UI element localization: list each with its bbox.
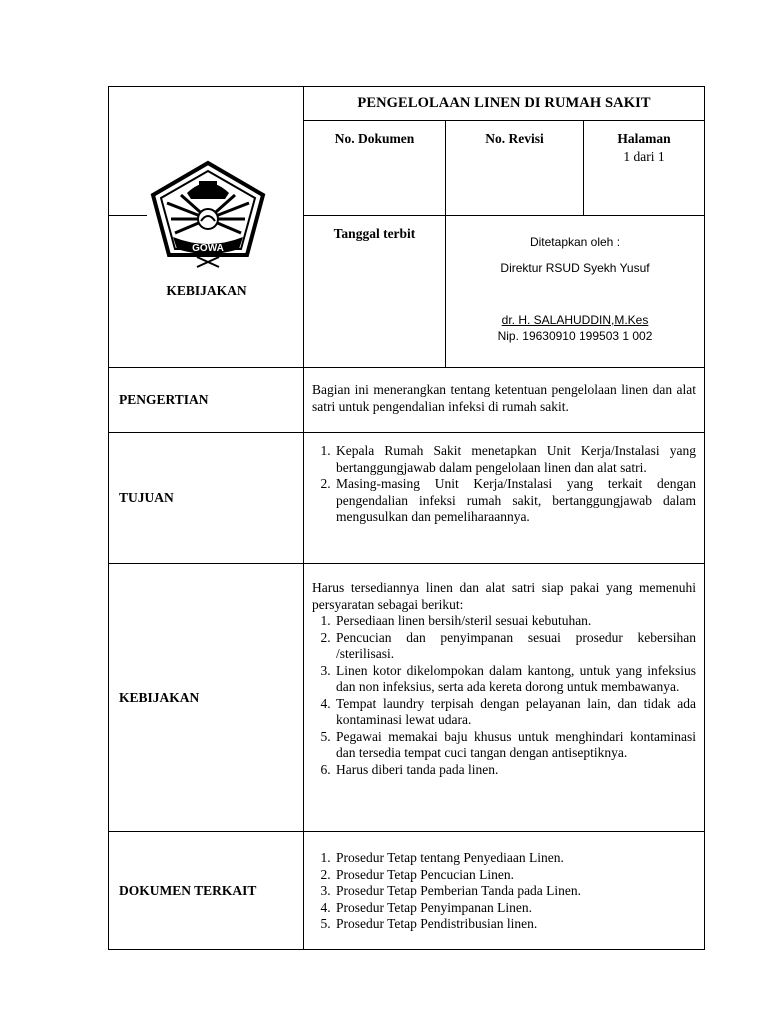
list-item: 6. Harus diberi tanda pada linen.: [334, 762, 696, 779]
no-dokumen-label: No. Dokumen: [304, 121, 446, 216]
sop-document: [108, 86, 705, 949]
list-item: 2. Pencucian dan penyimpanan sesuai prosedur kebersihan /sterilisasi.: [334, 630, 696, 663]
tujuan-body: [304, 433, 705, 564]
approval-block: [446, 216, 705, 368]
list-item: 2. Masing-masing Unit Kerja/Instalasi yang terkait dengan pengendalian infeksi rumah sakit, bertanggungjawab dalam mengusulkan dan pemeliharaannya.: [334, 476, 696, 526]
signatory-name: dr. H. SALAHUDDIN,M.Kes: [501, 313, 649, 327]
list-item: 5. Pegawai memakai baju khusus untuk menghindari kontaminasi dan tersedia tempat cuci tangan dengan antiseptiknya.: [334, 729, 696, 762]
kebijakan-list: [312, 613, 696, 778]
list-item: 5. Prosedur Tetap Pendistribusian linen.: [334, 916, 696, 933]
list-item: 4. Tempat laundry terpisah dengan pelayanan lain, dan tidak ada kontaminasi lewat udara.: [334, 696, 696, 729]
list-item: 3. Prosedur Tetap Pemberian Tanda pada Linen.: [334, 883, 696, 900]
no-revisi-label: No. Revisi: [446, 121, 584, 216]
kebijakan-body: [304, 564, 705, 832]
list-item: 1. Persediaan linen bersih/steril sesuai kebutuhan.: [334, 613, 696, 630]
list-item: 1. Kepala Rumah Sakit menetapkan Unit Kerja/Instalasi yang bertanggungjawab dalam pengelolaan linen dan alat satri.: [334, 443, 696, 476]
list-item: 3. Linen kotor dikelompokan dalam kantong, untuk yang infeksius dan non infeksius, serta ada kereta dorong untuk membawanya.: [334, 663, 696, 696]
list-item: 1. Prosedur Tetap tentang Penyediaan Linen.: [334, 850, 696, 867]
dokumen-terkait-body: [304, 832, 705, 950]
list-item: 2. Prosedur Tetap Pencucian Linen.: [334, 867, 696, 884]
document-title: PENGELOLAAN LINEN DI RUMAH SAKIT: [304, 87, 705, 121]
dokumen-terkait-label: DOKUMEN TERKAIT: [109, 832, 304, 950]
kebijakan-header-label: KEBIJAKAN: [166, 283, 247, 298]
ditetapkan-label: Ditetapkan oleh :: [529, 235, 621, 249]
tujuan-label: TUJUAN: [109, 433, 304, 564]
jabatan-label: Direktur RSUD Syekh Yusuf: [500, 261, 650, 275]
kebijakan-label: KEBIJAKAN: [109, 564, 304, 832]
halaman-label: Halaman: [617, 131, 671, 146]
tanggal-terbit-label: Tanggal terbit: [304, 216, 446, 368]
dokumen-terkait-list: [312, 850, 696, 933]
divider: [109, 215, 147, 216]
logo-cell: [109, 87, 304, 368]
kebijakan-intro: Harus tersediannya linen dan alat satri siap pakai yang memenuhi persyaratan sebagai berikut:: [312, 580, 697, 612]
pengertian-label: PENGERTIAN: [109, 368, 304, 433]
sop-table: [108, 86, 705, 950]
pengertian-text: Bagian ini menerangkan tentang ketentuan pengelolaan linen dan alat satri untuk pengendalian infeksi di rumah sakit.: [304, 368, 705, 433]
halaman-cell: [584, 121, 705, 216]
logo-text: GOWA: [192, 243, 224, 254]
halaman-value: 1 dari 1: [623, 149, 665, 164]
tujuan-list: [312, 443, 696, 526]
list-item: 4. Prosedur Tetap Penyimpanan Linen.: [334, 900, 696, 917]
gowa-logo: [147, 159, 269, 269]
signatory-nip: Nip. 19630910 199503 1 002: [497, 329, 653, 343]
